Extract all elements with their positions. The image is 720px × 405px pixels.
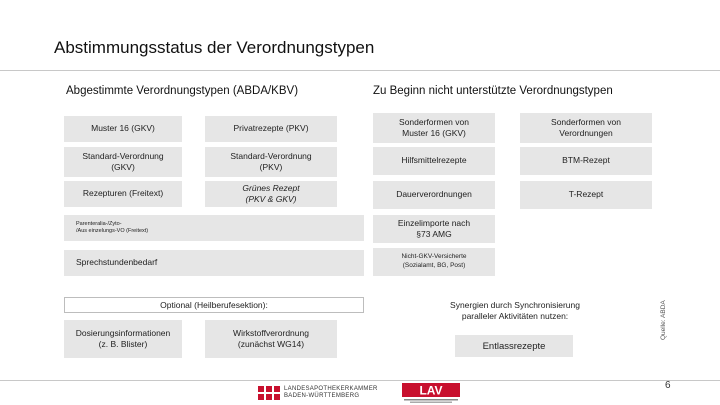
box-nicht-gkv-versicherte: Nicht-GKV-Versicherte (Sozialamt, BG, Post) (373, 248, 495, 276)
right-column-heading: Zu Beginn nicht unterstützte Verordnungstypen (373, 85, 613, 97)
optional-heilberufesektion-label: Optional (Heilberufesektion): (64, 297, 364, 313)
page-title: Abstimmungsstatus der Verordnungstypen (54, 38, 375, 57)
box-hilfsmittelrezepte: Hilfsmittelrezepte (373, 147, 495, 175)
box-btm-rezept: BTM-Rezept (520, 147, 652, 175)
box-wirkstoffverordnung: Wirkstoffverordnung (zunächst WG14) (205, 320, 337, 358)
box-t-rezept: T-Rezept (520, 181, 652, 209)
box-dosierungsinformationen: Dosierungsinformationen (z. B. Blister) (64, 320, 182, 358)
box-parenteralia: Parenteralia-/Zyto- /Aus einzelungs-VO (Freitext) (64, 215, 364, 241)
box-sonderformen-muster16: Sonderformen von Muster 16 (GKV) (373, 113, 495, 143)
source-label: Quelle: ABDA (660, 300, 667, 340)
box-standard-verordnung-gkv: Standard-Verordnung (GKV) (64, 147, 182, 177)
lav-logo (400, 382, 462, 404)
box-muster16-gkv: Muster 16 (GKV) (64, 116, 182, 142)
box-rezepturen-freitext: Rezepturen (Freitext) (64, 181, 182, 207)
synergien-text: Synergien durch Synchronisierung paralleler Aktivitäten nutzen: (450, 300, 580, 322)
box-gruenes-rezept: Grünes Rezept (PKV & GKV) (205, 181, 337, 207)
svg-text:LAV: LAV (419, 383, 443, 398)
box-dauerverordnungen: Dauerverordnungen (373, 181, 495, 209)
page-number: 6 (665, 380, 671, 391)
box-sprechstundenbedarf: Sprechstundenbedarf (64, 250, 364, 276)
lak-logo (258, 383, 392, 403)
lak-logo-text: LANDESAPOTHEKERKAMMER BADEN-WÜRTTEMBERG (284, 385, 378, 399)
box-standard-verordnung-pkv: Standard-Verordnung (PKV) (205, 147, 337, 177)
title-divider (0, 70, 720, 71)
box-entlassrezepte: Entlassrezepte (455, 335, 573, 357)
box-sonderformen-verordnungen: Sonderformen von Verordnungen (520, 113, 652, 143)
box-einzelimporte: Einzelimporte nach §73 AMG (373, 215, 495, 243)
lak-emblem-icon (258, 385, 280, 401)
box-privatrezepte-pkv: Privatrezepte (PKV) (205, 116, 337, 142)
footer-divider (0, 380, 720, 381)
left-column-heading: Abgestimmte Verordnungstypen (ABDA/KBV) (66, 85, 299, 97)
